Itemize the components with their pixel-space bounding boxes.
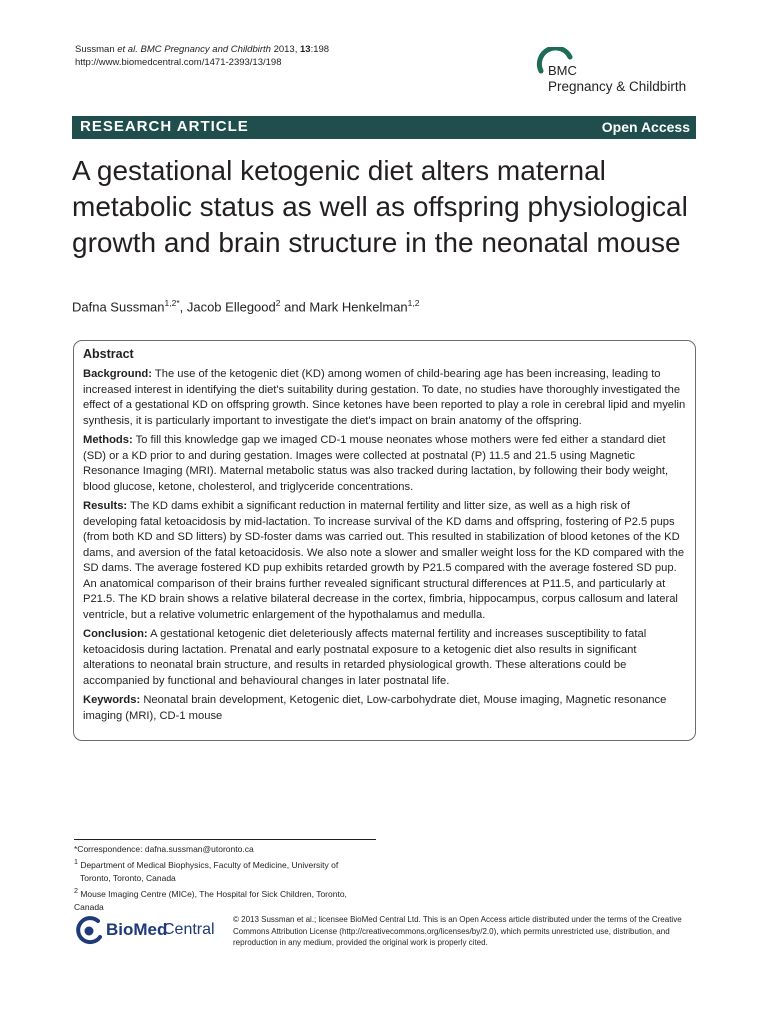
footnote-divider [74, 839, 376, 840]
author-sussman: Dafna Sussman [72, 299, 165, 315]
abstract-conclusion [83, 627, 686, 689]
biomed-wordmark: BioMed [106, 920, 168, 939]
citation-line [75, 43, 329, 56]
author-henkelman: and Mark Henkelman [280, 299, 408, 315]
abstract-background [83, 367, 686, 429]
biomed-central-logo [74, 913, 224, 949]
citation-header [75, 43, 329, 69]
methods-label: Methods: [83, 434, 133, 446]
abstract-box [73, 340, 696, 741]
citation-journal: BMC Pregnancy and Childbirth [137, 44, 271, 55]
affiliation-1-line1: Department of Medical Biophysics, Faculty of Medicine, University of [80, 859, 339, 870]
conclusion-text: A gestational ketogenic diet deleteriously affects maternal fertility and increases susceptibility to fatal ketoacidosis during lactation. Prenatal and early postnatal exposure to a ketogenic diet also results in significant alterations to neonatal brain structure, and results in retarded physiological growth. These alterations could be accompanied by functional and behavioural changes in later postnatal life. [83, 628, 647, 687]
journal-logo [536, 47, 706, 99]
abstract-results [83, 499, 686, 623]
abstract-heading: Abstract [83, 347, 134, 361]
biomed-swirl-icon [74, 913, 104, 949]
conclusion-label: Conclusion: [83, 628, 148, 640]
keywords-text: Neonatal brain development, Ketogenic diet, Low-carbohydrate diet, Mouse imaging, Magnetic resonance imaging (MRI), CD-1 mouse [83, 694, 667, 722]
license-statement: © 2013 Sussman et al.; licensee BioMed Central Ltd. This is an Open Access article distributed under the terms of the Creative Commons Attribution License (http://creativecommons.org/licenses/by/2.0), which permits unrestricted use, distribution, and reproduction in any medium, provided the original work is properly cited. [233, 915, 682, 947]
citation-year: 2013, [270, 44, 300, 55]
results-label: Results: [83, 500, 128, 512]
author-list [72, 298, 419, 314]
background-label: Background: [83, 368, 152, 380]
central-wordmark: Central [163, 921, 215, 938]
author-ellegood: , Jacob Ellegood [179, 299, 276, 315]
affiliation-1-number: 1 [74, 858, 78, 866]
open-access-label: Open Access [601, 119, 690, 135]
article-type-banner [72, 116, 696, 139]
results-text: The KD dams exhibit a significant reduction in maternal fertility and litter size, as well as a high risk of developing fatal ketoacidosis by mid-lactation. To increase survival of the KD dams and offspring, fostering of P2.5 pups (from both KD and SD litters) by SD-foster dams was carried out. This resulted in stabilization of blood ketones of the KD dams, and aversion of the fatal ketoacidosis. We also note a slower and smaller weight loss for the KD compared with the SD dams. The average fostered KD pup exhibits retarded growth by P21.5 compared with the average fostered SD pup. An anatomical comparison of their brains further revealed significant structural differences at P11.5, and particularly at P21.5. The KD brain shows a relative bilateral decrease in the cortex, fimbria, hippocampus, corpus callosum and lateral ventricle, but a relative volumetric enlargement of the hypothalamus and medulla. [83, 500, 685, 621]
author-ellegood-affil: 2 [275, 298, 281, 308]
article-title: A gestational ketogenic diet alters maternal metabolic status as well as offspring physiological growth and brain structure in the neonatal mouse [72, 155, 688, 258]
journal-logo-name: Pregnancy & Childbirth [548, 79, 687, 94]
article-url[interactable]: http://www.biomedcentral.com/1471-2393/13/198 [75, 57, 282, 68]
affiliation-1-cont: Toronto, Toronto, Canada [80, 872, 176, 883]
citation-authors: Sussman [75, 44, 118, 55]
author-henkelman-affil: 1,2 [407, 298, 420, 308]
background-text: The use of the ketogenic diet (KD) among women of child-bearing age has been increasing, leading to increased interest in identifying the diet's suitability during gestation. To date, no studies have thoroughly investigated the effect of a gestational KD on offspring growth. Since ketones have been reported to play a role in cerebral lipid and myelin synthesis, it is particularly important to investigate the diet's impact on brain anatomy of the offspring. [83, 368, 686, 427]
journal-logo-bmc: BMC [548, 63, 577, 78]
methods-text: To fill this knowledge gap we imaged CD-1 mouse neonates whose mothers were fed either a standard diet (SD) or a KD prior to and during gestation. Images were collected at postnatal (P) 11.5 and 21.5 using Magnetic Resonance Imaging (MRI). Maternal metabolic status was also tracked during lactation, by following their body weight, blood glucose, ketone, cholesterol, and triglyceride concentrations. [83, 434, 669, 493]
citation-volume: 13 [300, 44, 311, 55]
affiliation-2-number: 2 [74, 886, 78, 895]
abstract-keywords [83, 693, 686, 724]
footnotes [74, 843, 374, 914]
citation-etal: et al. [117, 44, 138, 55]
affiliation-2 [74, 885, 374, 914]
author-sussman-affil: 1,2* [164, 298, 180, 308]
citation-page: :198 [310, 44, 330, 55]
affiliation-2-text: Mouse Imaging Centre (MICe), The Hospital for Sick Children, Toronto, Canada [74, 888, 347, 912]
abstract-methods [83, 433, 686, 495]
affiliation-1 [74, 856, 374, 872]
keywords-label: Keywords: [83, 694, 141, 706]
article-type-label: RESEARCH ARTICLE [80, 118, 249, 135]
correspondence-note: *Correspondence: dafna.sussman@utoronto.ca [74, 844, 254, 854]
